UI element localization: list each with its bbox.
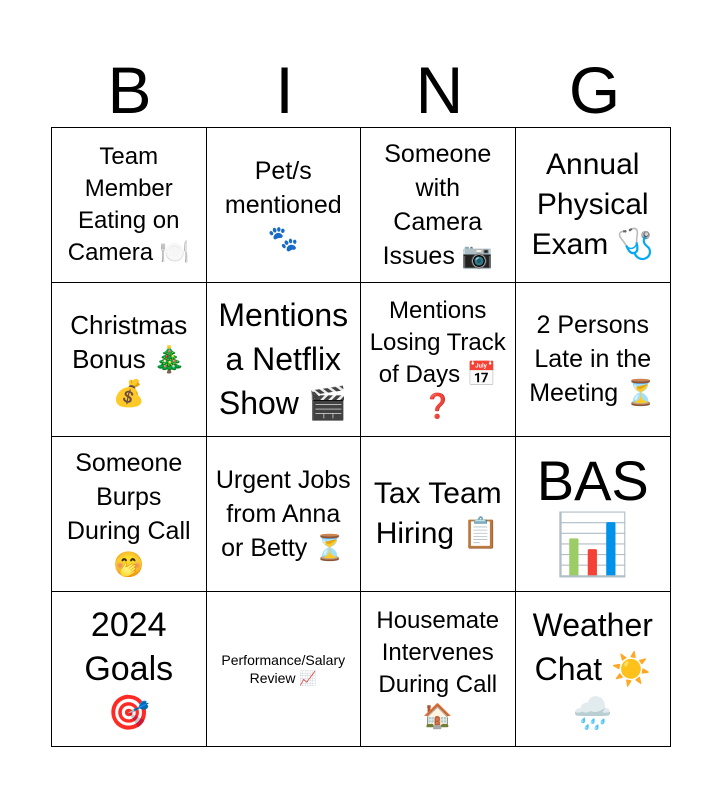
cell-text: BAS (536, 448, 649, 512)
cell-text: Housemate Intervenes During Call 🏠 (376, 606, 500, 730)
bingo-cell[interactable] (516, 283, 671, 438)
bingo-cell[interactable] (361, 283, 516, 438)
bingo-cell[interactable] (52, 283, 207, 438)
bingo-header (52, 52, 672, 128)
bar-chart-icon: 📊 (555, 510, 631, 578)
cell-text: 2 Persons Late in the Meeting ⏳ (529, 311, 657, 408)
cell-text: Someone Burps During Call 🤭 (66, 448, 191, 579)
header-letter-i: I (275, 53, 294, 127)
bingo-cell[interactable] (207, 592, 362, 747)
bingo-cell[interactable] (516, 437, 671, 592)
cell-text: Annual Physical Exam 🩺 (531, 147, 654, 261)
bingo-cell[interactable] (361, 128, 516, 283)
header-letter-g: G (568, 53, 621, 127)
bingo-cell[interactable] (207, 437, 362, 592)
cell-text: Team Member Eating on Camera 🍽️ (67, 142, 190, 266)
cell-text: Mentions Losing Track of Days 📅❓ (369, 297, 506, 421)
bingo-cell[interactable] (207, 283, 362, 438)
bingo-cell[interactable] (52, 437, 207, 592)
cell-text: Performance/Salary Review 📈 (221, 651, 346, 686)
bingo-cell[interactable] (516, 592, 671, 747)
bingo-cell[interactable] (52, 592, 207, 747)
bingo-cell[interactable] (52, 128, 207, 283)
bingo-cell[interactable] (207, 128, 362, 283)
cell-text: 2024 Goals 🎯 (84, 605, 174, 732)
cell-text: Christmas Bonus 🎄💰 (70, 310, 188, 409)
cell-text: Weather Chat ☀️🌧️ (532, 606, 653, 731)
bingo-cell[interactable] (361, 592, 516, 747)
cell-text: Tax Team Hiring 📋 (373, 476, 502, 550)
cell-text: Pet/s mentioned 🐾 (224, 156, 342, 253)
header-letter-b: B (107, 53, 152, 127)
header-letter-n: N (415, 53, 464, 127)
cell-text: Mentions a Netflix Show 🎬 (218, 297, 349, 422)
bingo-cell[interactable] (361, 437, 516, 592)
bingo-board (51, 127, 671, 747)
bingo-cell[interactable] (516, 128, 671, 283)
cell-text: Urgent Jobs from Anna or Betty ⏳ (215, 465, 351, 562)
cell-text: Someone with Camera Issues 📷 (382, 139, 493, 270)
